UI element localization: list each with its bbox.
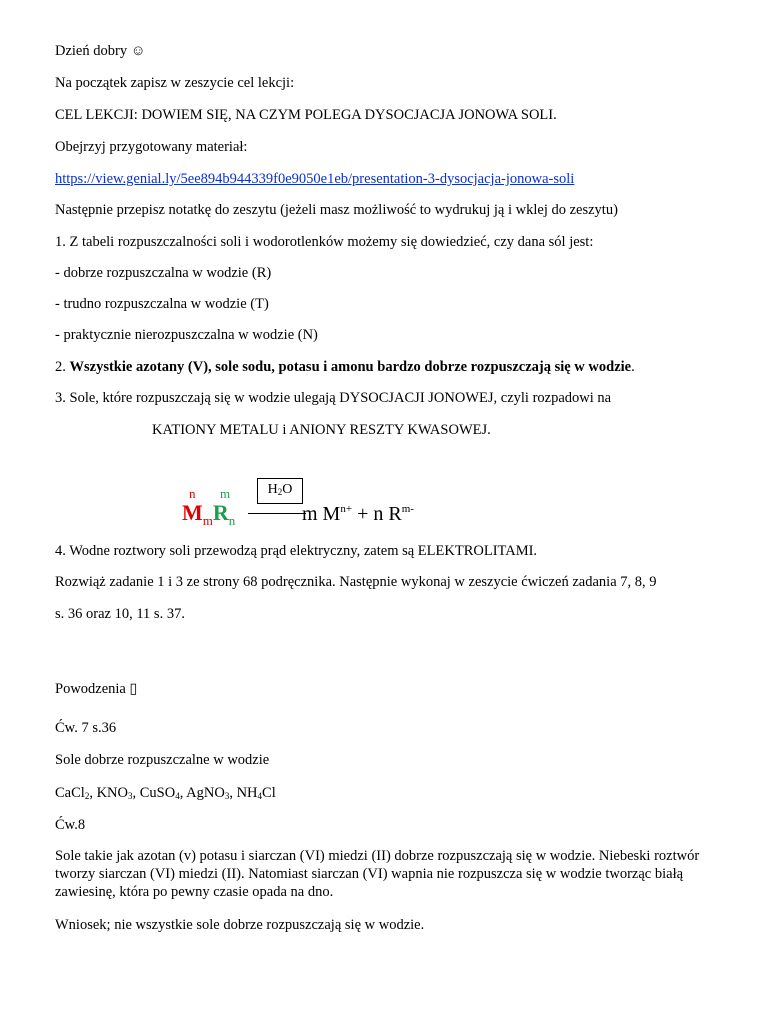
greeting: Dzień dobry ☺ [55,43,146,59]
metal-subscript: m [202,513,213,528]
salt-1-sub: 2 [84,791,90,801]
point-1-item-t: - trudno rozpuszczalna w wodzie (T) [55,296,269,312]
point-3-center: KATIONY METALU i ANIONY RESZTY KWASOWEJ. [152,422,491,438]
exercise-8-title: Ćw.8 [55,817,86,833]
equation-products [302,503,414,526]
task-line-2: s. 36 oraz 10, 11 s. 37. [55,606,185,622]
dissociation-equation [180,478,480,538]
product-anion: + n R [352,503,402,525]
salt-5b: Cl [262,785,276,801]
point-1: 1. Z tabeli rozpuszczalności soli i wodorotlenków możemy się dowiedzieć, czy dana sól jest: [55,234,594,250]
salt-5-sub: 4 [257,791,263,801]
salt-3: CuSO [139,785,176,801]
point-2-suffix: . [631,359,635,375]
reaction-arrow [248,513,306,514]
salt-2: KNO [96,785,128,801]
solvent-h: H [267,482,278,497]
salt-formula [182,500,235,529]
point-2-prefix: 2. [55,359,70,375]
salt-sep: , [229,785,237,801]
missing-glyph-icon: ▯ [129,681,138,697]
salt-4: AgNO [186,785,225,801]
equation-n-label: n [189,486,196,501]
solvent-box [257,478,303,504]
salt-5a: NH [236,785,258,801]
salt-sep: , [89,785,97,801]
lesson-goal: CEL LEKCJI: DOWIEM SIĘ, NA CZYM POLEGA DYSOCJACJA JONOWA SOLI. [55,107,557,123]
good-luck: Powodzenia [55,681,130,697]
point-4: 4. Wodne roztwory soli przewodzą prąd elektryczny, zatem są ELEKTROLITAMI. [55,543,538,559]
point-2 [55,358,635,376]
exercise-8-text: Sole takie jak azotan (v) potasu i siarczan (VI) miedzi (II) dobrze rozpuszczają się w wodzie. Niebeski roztwór tworzy siarczan (VI) miedzi (II). Natomiast siarczan (VI) wapnia nie rozpuszcza się w wodzie tworząc białą zawiesinę, która po pewny czasie opada na dno. [55,848,700,900]
solvent-sub: 2 [277,487,283,497]
link-line [55,170,574,188]
salt-2-sub: 3 [127,791,133,801]
intro-text: Na początek zapisz w zeszycie cel lekcji: [55,75,295,91]
conclusion: Wniosek; nie wszystkie sole dobrze rozpuszczają się w wodzie. [55,917,425,933]
task-line-1: Rozwiąż zadanie 1 i 3 ze strony 68 podręcznika. Następnie wykonaj w zeszycie ćwiczeń zadania 7, 8, 9 [55,574,657,590]
point-3: 3. Sole, które rozpuszczają się w wodzie ulegają DYSOCJACJI JONOWEJ, czyli rozpadowi na [55,390,612,406]
equation-m-label: m [220,486,231,501]
salt-sep: , [132,785,140,801]
salts-list [55,784,276,805]
copy-note: Następnie przepisz notatkę do zeszytu (jeżeli masz możliwość to wydrukuj ją i wklej do zeszytu) [55,202,618,218]
solvent-o: O [282,482,293,497]
point-2-bold: Wszystkie azotany (V), sole sodu, potasu i amonu bardzo dobrze rozpuszczają się w wodzie [69,359,632,375]
metal-symbol: M [182,500,203,525]
product-cation: m M [302,503,341,525]
salt-3-sub: 4 [175,791,180,801]
presentation-link[interactable]: https://view.genial.ly/5ee894b944339f0e9050e1eb/presentation-3-dysocjacja-jonowa-soli [55,171,575,187]
point-1-item-r: - dobrze rozpuszczalna w wodzie (R) [55,265,272,281]
point-1-item-n: - praktycznie nierozpuszczalna w wodzie (N) [55,327,318,343]
exercise-7-title: Ćw. 7 s.36 [55,720,117,736]
residue-symbol: R [212,500,229,525]
cation-charge: n+ [340,503,353,515]
salt-sep: , [179,785,187,801]
exercise-7-text: Sole dobrze rozpuszczalne w wodzie [55,752,270,768]
anion-charge: m- [401,503,414,515]
good-luck-line [55,680,137,698]
salt-4-sub: 3 [224,791,230,801]
residue-subscript: n [228,513,236,528]
watch-text: Obejrzyj przygotowany materiał: [55,139,248,155]
salt-1: CaCl [55,785,85,801]
